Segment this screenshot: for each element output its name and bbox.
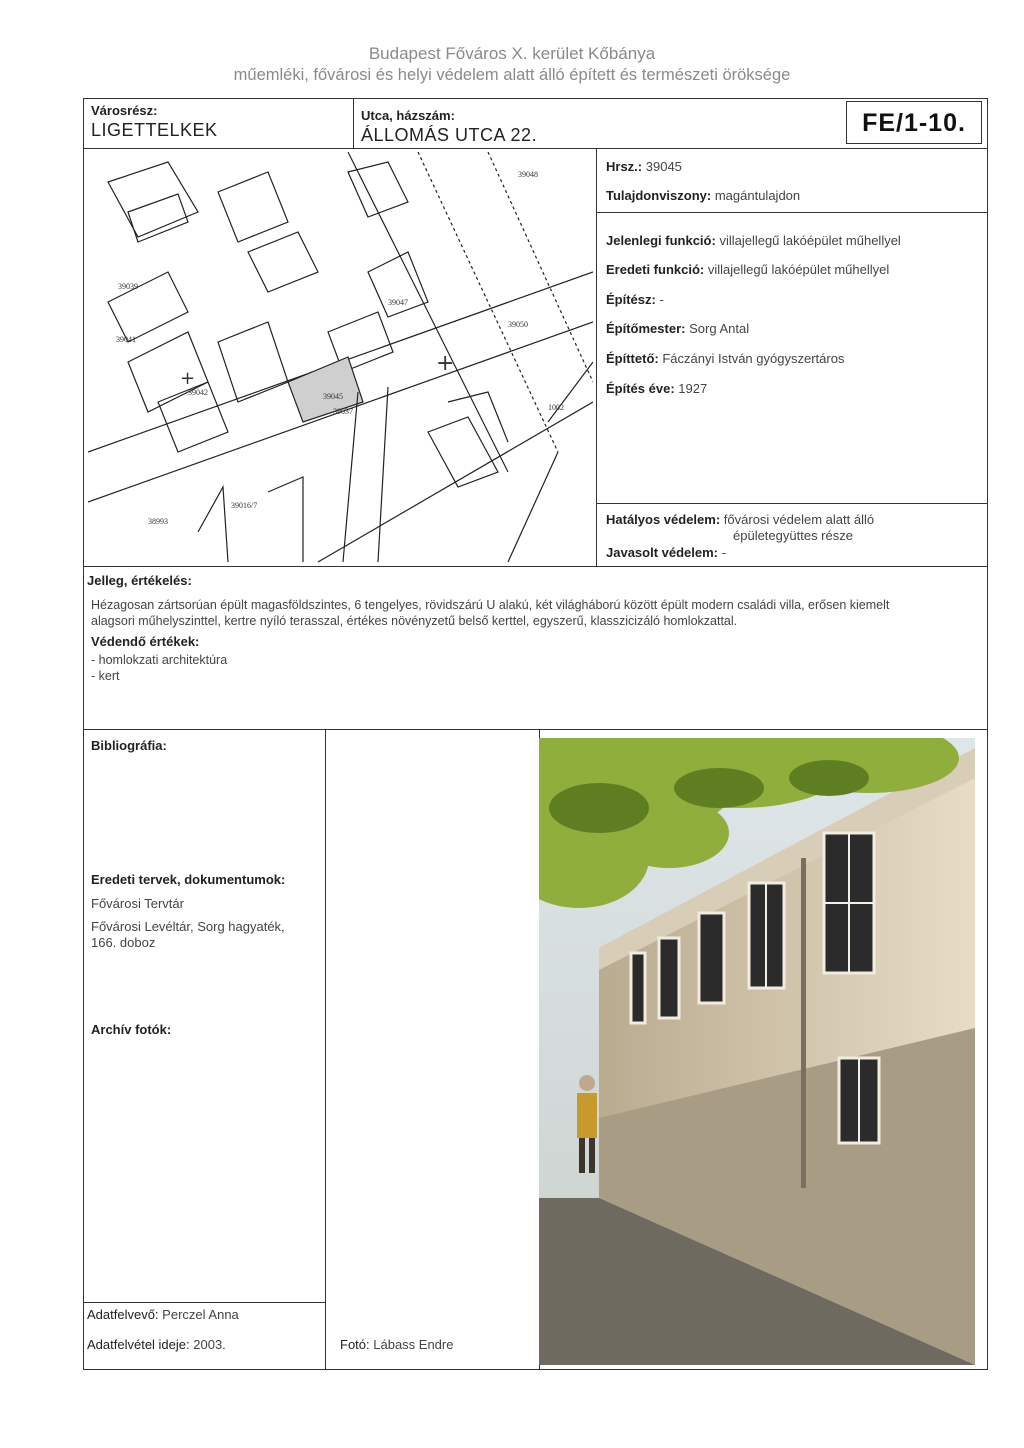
value-item: - homlokzati architektúra (91, 653, 228, 667)
protection-current-label: Hatályos védelem: (606, 512, 721, 527)
svg-text:+: + (180, 368, 196, 389)
ownership-row (606, 188, 800, 203)
client-row (606, 351, 844, 366)
architect-row (606, 292, 664, 307)
photo-credit-label: Fotó: (340, 1337, 370, 1352)
current-function-row (606, 233, 901, 248)
divider-info-1 (596, 212, 988, 213)
value-item: - kert (91, 669, 120, 683)
recorder-value: Perczel Anna (162, 1307, 239, 1322)
protection-proposed-value: - (721, 545, 726, 560)
hrsz-label: Hrsz.: (606, 159, 643, 174)
original-function-value: villajellegű lakóépület műhellyel (707, 262, 890, 277)
district-label: Városrész: (91, 103, 158, 118)
divider-info-2 (596, 503, 988, 504)
divider-biblio (325, 729, 326, 1370)
svg-text:39041: 39041 (116, 335, 136, 344)
client-value: Fáczányi István gyógyszertáros (662, 351, 845, 366)
divider-footer (83, 1302, 325, 1303)
original-function-row (606, 262, 889, 277)
ownership-value: magántulajdon (714, 188, 801, 203)
divider-top-v (353, 98, 354, 148)
header-subtitle: műemléki, fővárosi és helyi védelem alatt álló épített és természeti öröksége (233, 66, 791, 84)
street-value: ÁLLOMÁS UTCA 22. (361, 125, 538, 145)
evaluation-text-2: alagsori műhelyszinttel, kertre nyíló terasszal, értékes növényzetű belső kerttel, egyszerű, klasszicizáló homlokzattal. (91, 614, 738, 628)
protection-current-row (606, 512, 874, 527)
plans-item: 166. doboz (91, 935, 156, 950)
plans-label: Eredeti tervek, dokumentumok: (91, 872, 286, 887)
svg-text:+: + (436, 351, 455, 376)
archive-photos-label: Archív fotók: (91, 1022, 172, 1037)
client-label: Építtető: (606, 351, 659, 366)
plans-item: Fővárosi Tervtár (91, 896, 184, 911)
building-photo-drawing (539, 738, 975, 1365)
district-value: LIGETTELKEK (91, 120, 218, 140)
street-label: Utca, házszám: (361, 108, 455, 123)
svg-text:39037: 39037 (333, 407, 353, 416)
ownership-label: Tulajdonviszony: (606, 188, 712, 203)
builder-row (606, 321, 749, 336)
evaluation-text-1: Hézagosan zártsorúan épült magasföldszintes, 6 tengelyes, rövidszárú U alakú, két világháború között épült modern családi villa, erősen kiemelt (91, 598, 890, 612)
protection-current-value-2: épületegyüttes része (733, 528, 853, 543)
builder-label: Építőmester: (606, 321, 686, 336)
divider-map-bottom (83, 566, 988, 567)
record-code: FE/1-10. (846, 101, 982, 144)
svg-text:39048: 39048 (518, 170, 538, 179)
evaluation-label: Jelleg, értékelés: (87, 573, 192, 588)
building-photo (539, 738, 975, 1365)
date-label: Adatfelvétel ideje: (87, 1337, 190, 1352)
svg-text:39047: 39047 (388, 298, 408, 307)
plans-item: Fővárosi Levéltár, Sorg hagyaték, (91, 919, 285, 934)
date-row (87, 1337, 226, 1352)
hrsz-row (606, 159, 682, 174)
year-value: 1927 (678, 381, 708, 396)
header-title: Budapest Főváros X. kerület Kőbánya (368, 44, 656, 63)
year-label: Építés éve: (606, 381, 675, 396)
protection-current-value-1: fővárosi védelem alatt álló (723, 512, 875, 527)
year-row (606, 381, 707, 396)
protection-proposed-label: Javasolt védelem: (606, 545, 719, 560)
svg-text:39045: 39045 (323, 392, 343, 401)
protection-proposed-row (606, 545, 726, 560)
original-function-label: Eredeti funkció: (606, 262, 705, 277)
recorder-row (87, 1307, 239, 1322)
builder-value: Sorg Antal (689, 321, 750, 336)
svg-text:39050: 39050 (508, 320, 528, 329)
divider-eval-bottom (83, 729, 988, 730)
map-label: 39039 (118, 282, 138, 291)
photo-credit-row (340, 1337, 453, 1352)
current-function-value: villajellegű lakóépület műhellyel (719, 233, 901, 248)
date-value: 2003. (193, 1337, 226, 1352)
architect-value: - (659, 292, 664, 307)
bibliography-label: Bibliográfia: (91, 738, 167, 753)
svg-text:39016/7: 39016/7 (231, 501, 258, 510)
svg-text:39042: 39042 (188, 388, 208, 397)
cadastral-map (88, 152, 593, 564)
current-function-label: Jelenlegi funkció: (606, 233, 716, 248)
svg-text:38993: 38993 (148, 517, 168, 526)
recorder-label: Adatfelvevő: (87, 1307, 159, 1322)
hrsz-value: 39045 (645, 159, 682, 174)
photo-credit-value: Lábass Endre (373, 1337, 454, 1352)
architect-label: Építész: (606, 292, 656, 307)
divider-top (83, 148, 988, 149)
values-label: Védendő értékek: (91, 634, 200, 649)
svg-text:1002: 1002 (548, 403, 564, 412)
